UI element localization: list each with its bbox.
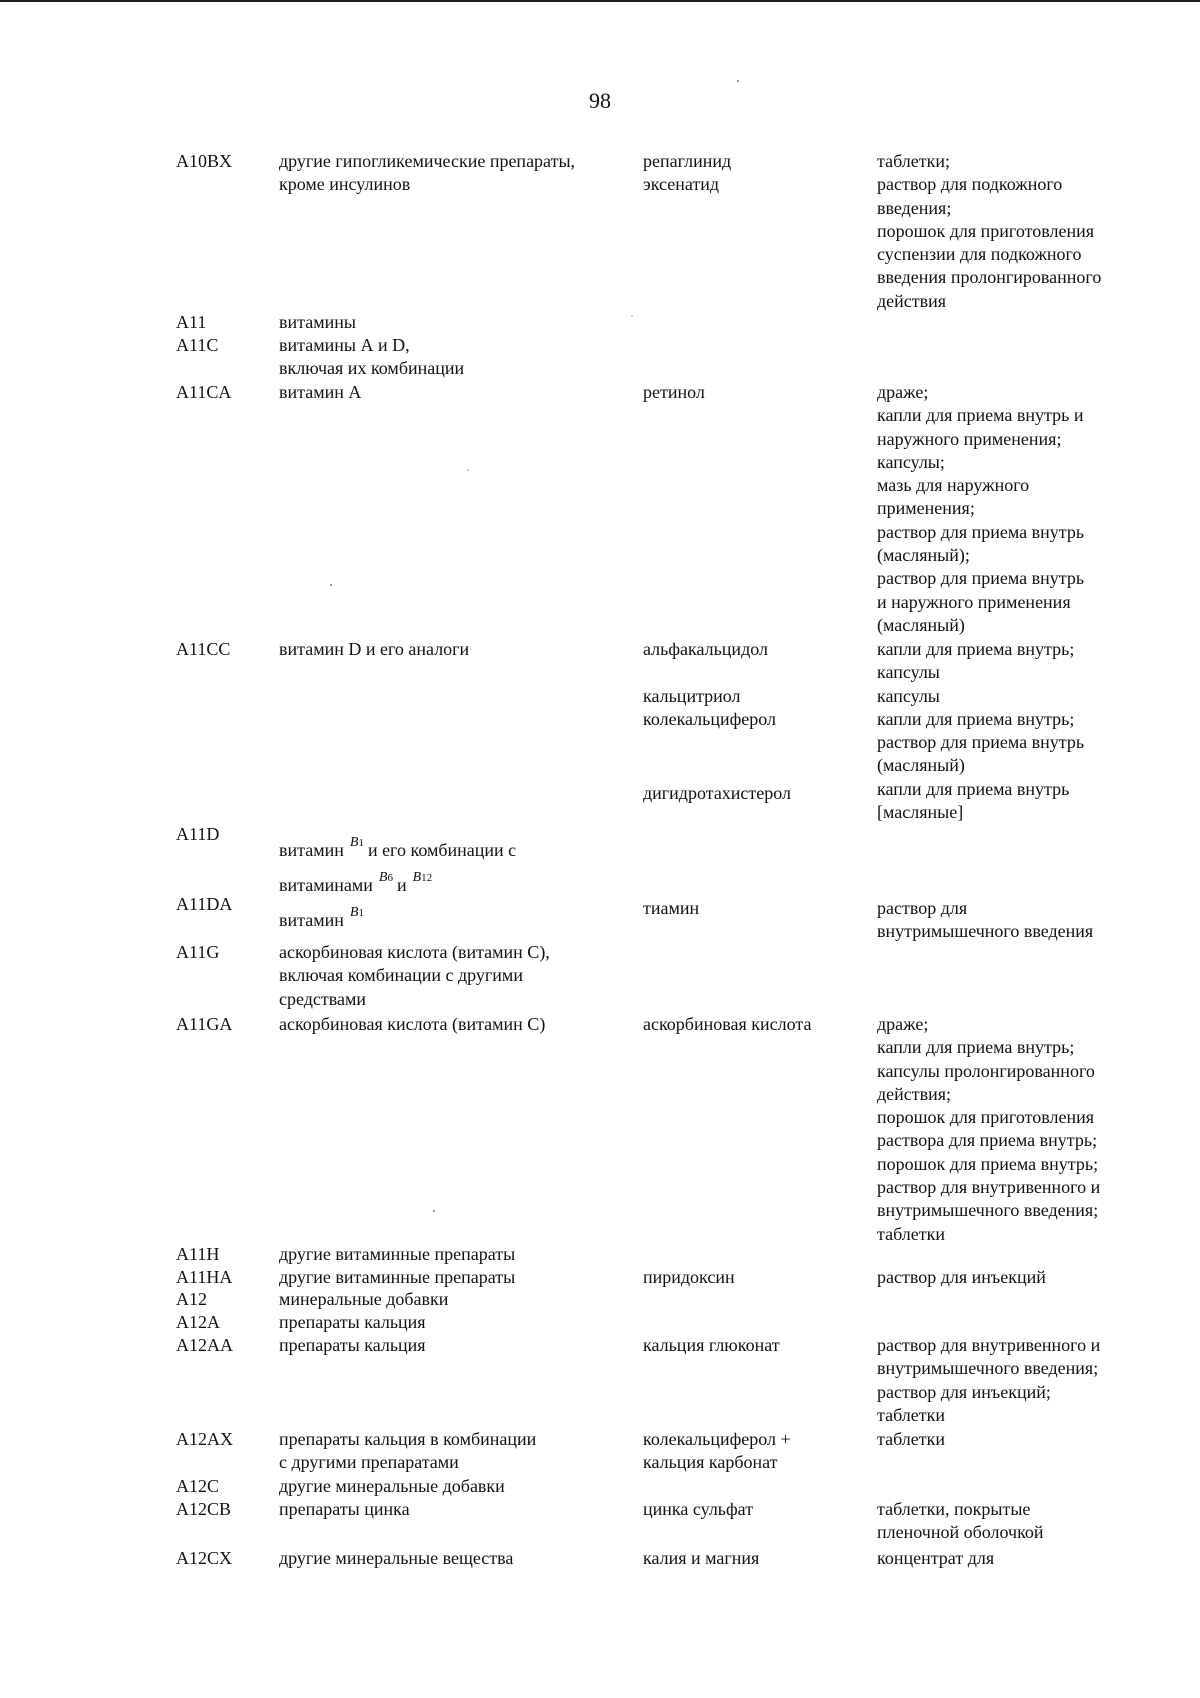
dosage-forms: драже; капли для приема внутрь; капсулы пролонгированного действия; порошок для приготовления раствора для приема внутрь; порошок для приема внутрь; раствор для внутривенного и внутримышечного введения; таблетки: [877, 1014, 1101, 1244]
group-name: другие минеральные вещества: [279, 1548, 514, 1568]
atc-code: A12A: [176, 1312, 220, 1332]
dosage-forms: раствор для инъекций: [877, 1267, 1046, 1287]
atc-code: A11HA: [176, 1267, 233, 1287]
substance-name: аскорбиновая кислота: [643, 1014, 812, 1034]
dosage-forms: раствор для внутривенного и внутримышечного введения; раствор для инъекций; таблетки: [877, 1335, 1101, 1425]
group-name: витамин $_{B1}$: [279, 905, 364, 930]
atc-code: A11: [176, 312, 207, 332]
substance-name: колекальциферол + кальция карбонат: [643, 1429, 791, 1473]
atc-code: A11H: [176, 1244, 220, 1264]
group-name: препараты цинка: [279, 1499, 410, 1519]
group-name: витамин А: [279, 382, 362, 402]
scan-speck: [631, 315, 633, 317]
group-name: препараты кальция в комбинации с другими препаратами: [279, 1429, 537, 1473]
page-number: 98: [589, 88, 611, 113]
dosage-forms: таблетки: [877, 1429, 946, 1449]
group-name: витамины: [279, 312, 356, 332]
scan-speck: [737, 80, 739, 82]
substance-name: цинка сульфат: [643, 1499, 754, 1519]
scan-speck: [433, 1210, 435, 1212]
atc-code: A11C: [176, 335, 219, 355]
group-name: другие гипогликемические препараты, кроме инсулинов: [279, 151, 576, 195]
substance-name: репаглинид эксенатид: [643, 151, 732, 195]
substance-name: кальция глюконат: [643, 1335, 780, 1355]
dosage-forms: таблетки, покрытые пленочной оболочкой: [877, 1499, 1044, 1543]
substance-name: калия и магния: [643, 1548, 760, 1568]
group-name: витамин $_{B1}$ и его комбинации с витаминами $_{B6}$ и $_{B12}$: [279, 835, 517, 895]
group-name: минеральные добавки: [279, 1289, 449, 1309]
atc-code: A12: [176, 1289, 207, 1309]
dosage-forms: таблетки; раствор для подкожного введения; порошок для приготовления суспензии для подкожного введения пролонгированного действия: [877, 151, 1102, 311]
atc-code: A11CA: [176, 382, 232, 402]
substance-name: пиридоксин: [643, 1267, 735, 1287]
scan-speck: [330, 584, 332, 586]
atc-code: A12C: [176, 1476, 220, 1496]
atc-code: A11D: [176, 824, 220, 844]
group-name: витамины А и D, включая их комбинации: [279, 335, 465, 379]
group-name: другие витаминные препараты: [279, 1244, 516, 1264]
substance-name: ретинол: [643, 382, 705, 402]
scan-top-border: [0, 0, 1200, 2]
atc-code: A11CC: [176, 639, 231, 659]
group-name: другие витаминные препараты: [279, 1267, 516, 1287]
group-name: препараты кальция: [279, 1335, 426, 1355]
atc-code: A12AA: [176, 1335, 233, 1355]
dosage-forms: капли для приема внутрь; капсулы капсулы капли для приема внутрь; раствор для приема внутрь (масляный) капли для приема внутрь [масляные]: [877, 639, 1085, 823]
atc-code: A10BX: [176, 151, 233, 171]
atc-code: A11DA: [176, 894, 233, 914]
group-name: другие минеральные добавки: [279, 1476, 505, 1496]
dosage-forms: драже; капли для приема внутрь и наружного применения; капсулы; мазь для наружного применения; раствор для приема внутрь (масляный); раствор для приема внутрь и наружного применения (масляный): [877, 382, 1085, 635]
dosage-forms: концентрат для: [877, 1548, 995, 1568]
group-name: витамин D и его аналоги: [279, 639, 470, 659]
atc-code: A11G: [176, 942, 220, 962]
scan-speck: [467, 469, 469, 471]
substance-name: тиамин: [643, 898, 700, 918]
atc-code: A12CX: [176, 1548, 233, 1568]
atc-code: A12AX: [176, 1429, 233, 1449]
group-name: аскорбиновая кислота (витамин С): [279, 1014, 546, 1034]
dosage-forms: раствор для внутримышечного введения: [877, 898, 1094, 942]
group-name: аскорбиновая кислота (витамин С), включая комбинации с другими средствами: [279, 942, 550, 1009]
atc-code: A11GA: [176, 1014, 233, 1034]
atc-code: A12CB: [176, 1499, 232, 1519]
substance-name: альфакальцидол кальцитриол колекальциферол дигидротахистерол: [643, 639, 792, 803]
group-name: препараты кальция: [279, 1312, 426, 1332]
